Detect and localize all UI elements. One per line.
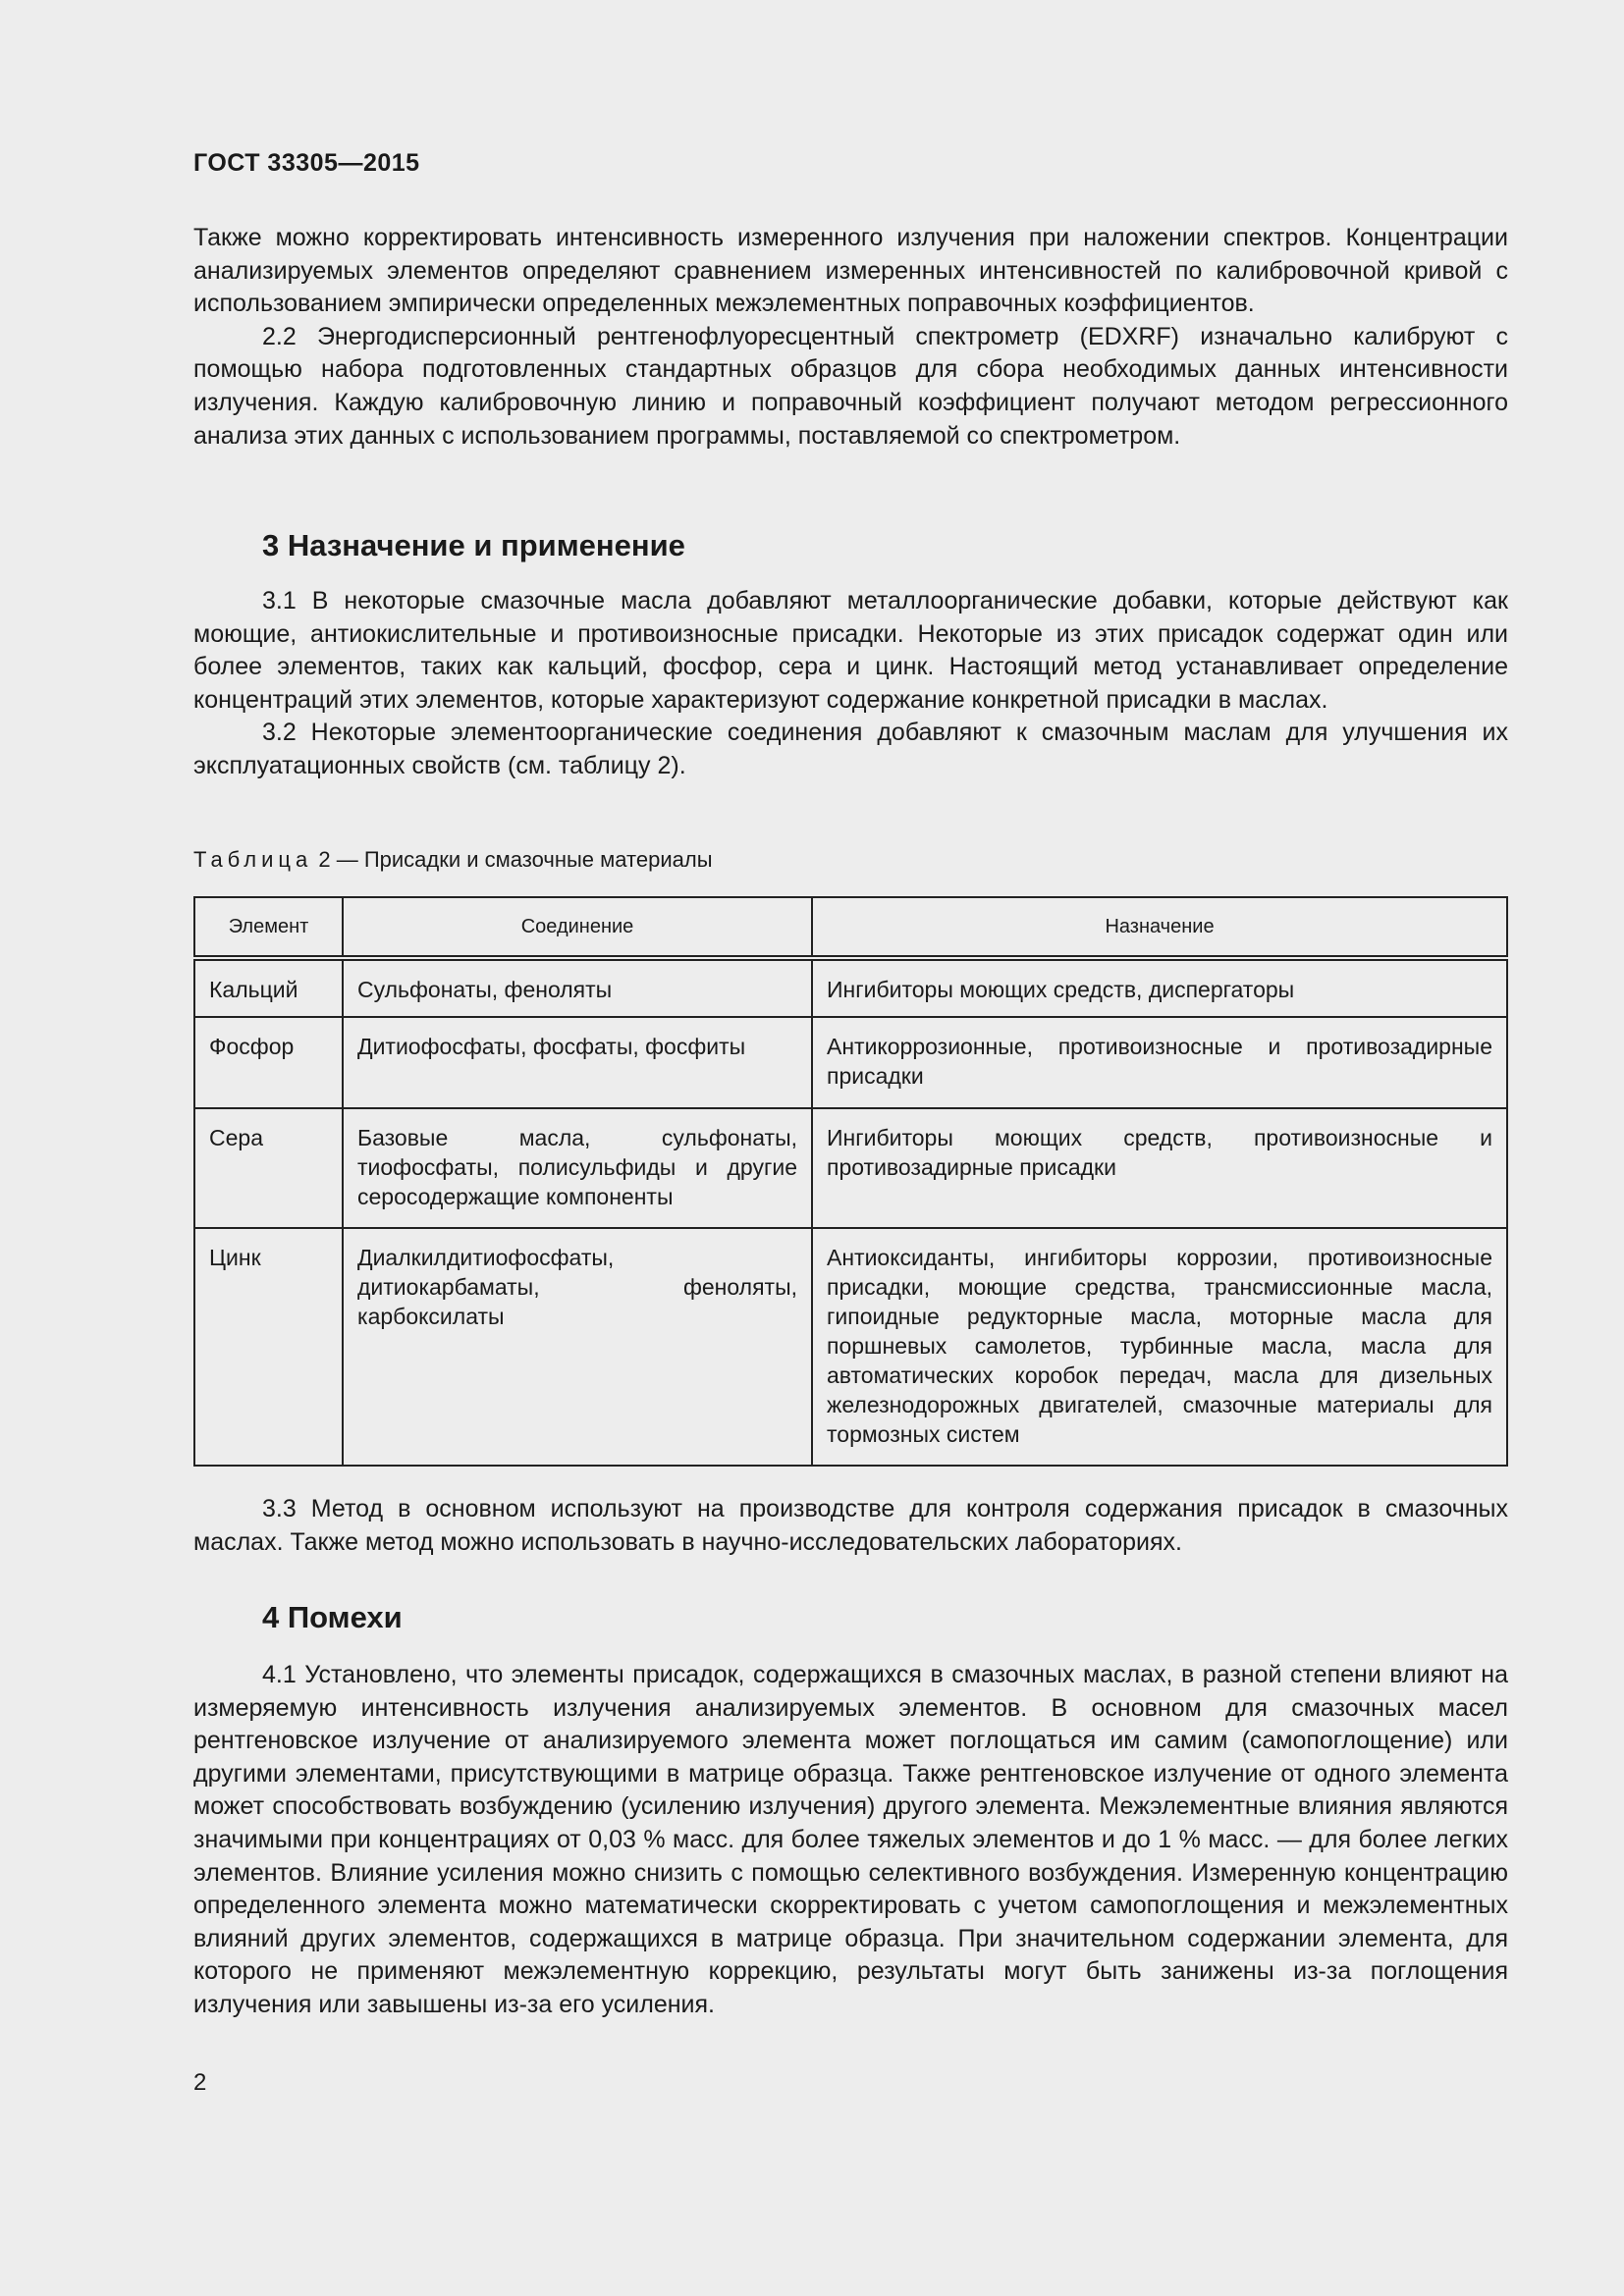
section-4-block [193, 1659, 1508, 2022]
table-row [194, 958, 1507, 1017]
cell-element: Кальций [194, 958, 343, 1017]
page-number: 2 [193, 2069, 207, 2096]
cell-element: Цинк [194, 1228, 343, 1466]
table-caption-rest: 2 — Присадки и смазочные материалы [312, 847, 713, 872]
standard-header: ГОСТ 33305—2015 [193, 149, 420, 177]
table-header-row [194, 897, 1507, 958]
table-row [194, 1108, 1507, 1228]
cell-element: Фосфор [194, 1017, 343, 1108]
section-3-title: 3 Назначение и применение [262, 528, 685, 562]
cell-element: Сера [194, 1108, 343, 1228]
paragraph-3-1: 3.1 В некоторые смазочные масла добавляют металлоорганические добавки, которые действуют как моющие, антиокислительные и противоизносные присадки. Некоторые из этих присадок содержат один или более элементов, таких как кальций, фосфор, сера и цинк. Настоящий метод устанавливает определение концентраций этих элементов, которые характеризуют содержание конкретной присадки в маслах. [193, 587, 1508, 714]
table-caption-word: Таблица [193, 847, 313, 872]
table-row [194, 1017, 1507, 1108]
paragraph-4-1: 4.1 Установлено, что элементы присадок, содержащихся в смазочных маслах, в разной степени влияют на измеряемую интенсивность излучения анализируемых элементов. В основном для смазочных масел рентгеновское излучение от анализируемого элемента может поглощаться им самим (самопоглощение) или другими элементами, присутствующими в матрице образца. Также рентгеновское излучение от одного элемента может способствовать возбуждению (усилению излучения) другого элемента. Межэлементные влияния являются значимыми при концентрациях от 0,03 % масс. для более тяжелых элементов и до 1 % масс. — для более легких элементов. Влияние усиления можно снизить с помощью селективного возбуждения. Измеренную концентрацию определенного элемента можно математически скорректировать с учетом самопоглощения и межэлементных влияний других элементов, содержащихся в матрице образца. При значительном содержании элемента, для которого не применяют межэлементную коррекцию, результаты могут быть занижены из-за поглощения излучения или завышены из-за его усиления. [193, 1661, 1508, 2018]
cell-compound: Дитиофосфаты, фосфаты, фосфиты [343, 1017, 812, 1108]
paragraph-3-2: 3.2 Некоторые элементоорганические соединения добавляют к смазочным маслам для улучшения их эксплуатационных свойств (см. таблицу 2). [193, 719, 1508, 779]
paragraph-3-3: 3.3 Метод в основном используют на производстве для контроля содержания присадок в смазочных маслах. Также метод можно использовать в научно-исследовательских лабораториях. [193, 1495, 1508, 1556]
section-4-title: 4 Помехи [262, 1600, 403, 1634]
cell-purpose: Ингибиторы моющих средств, противоизносные и противозадирные присадки [812, 1108, 1507, 1228]
cell-purpose: Антикоррозионные, противоизносные и противозадирные присадки [812, 1017, 1507, 1108]
cell-purpose: Антиоксиданты, ингибиторы коррозии, противоизносные присадки, моющие средства, трансмиссионные масла, гипоидные редукторные масла, моторные масла для поршневых самолетов, турбинные масла, масла для автоматических коробок передач, масла для дизельных железнодорожных двигателей, смазочные материалы для тормозных систем [812, 1228, 1507, 1466]
section-3-block [193, 585, 1508, 783]
paragraph-2-2: 2.2 Энергодисперсионный рентгенофлуоресцентный спектрометр (EDXRF) изначально калибруют с помощью набора подготовленных стандартных образцов для сбора необходимых данных интенсивности излучения. Каждую калибровочную линию и поправочный коэффициент получают методом регрессионного анализа этих данных с использованием программы, поставляемой со спектрометром. [193, 322, 1508, 450]
cell-purpose: Ингибиторы моющих средств, диспергаторы [812, 958, 1507, 1017]
cell-compound: Диалкилдитиофосфаты, дитиокарбаматы, феноляты, карбоксилаты [343, 1228, 812, 1466]
header-purpose: Назначение [812, 897, 1507, 958]
intro-paragraph-1: Также можно корректировать интенсивность измеренного излучения при наложении спектров. Концентрации анализируемых элементов определяют сравнением измеренных интенсивностей по калибровочной кривой с использованием эмпирически определенных межэлементных поправочных коэффициентов. [193, 224, 1508, 318]
additives-table [193, 896, 1508, 1467]
table-caption [193, 846, 713, 874]
table-row [194, 1228, 1507, 1466]
cell-compound: Базовые масла, сульфонаты, тиофосфаты, полисульфиды и другие серосодержащие компоненты [343, 1108, 812, 1228]
header-element: Элемент [194, 897, 343, 958]
header-compound: Соединение [343, 897, 812, 958]
section-3-3-block [193, 1493, 1508, 1559]
cell-compound: Сульфонаты, феноляты [343, 958, 812, 1017]
intro-block [193, 222, 1508, 453]
